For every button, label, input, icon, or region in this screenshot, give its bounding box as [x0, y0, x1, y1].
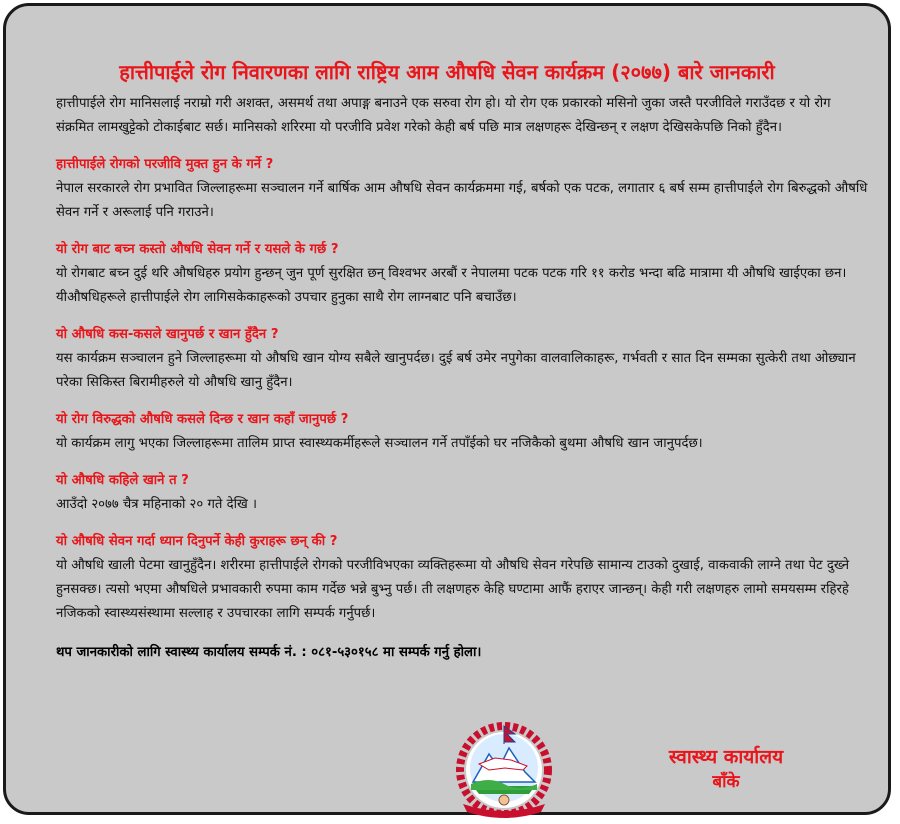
section-heading: यो रोग बाट बच्न कस्तो औषधि सेवन गर्ने र यसले के गर्छ ?: [56, 242, 339, 257]
section-body: यो कार्यक्रम लागु भएका जिल्लाहरूमा तालिम प्राप्त स्वास्थ्यकर्मीहरूले सञ्चालन गर्ने तपाँईको घर नजिकैको बुथमा औषधि खान जानुपर्दछ।: [56, 436, 703, 451]
notice-content: [56, 92, 871, 677]
section-body: आउँदो २०७७ चैत्र महिनाको २० गते देखि ।: [56, 497, 257, 512]
section-heading: यो रोग विरुद्धको औषधि कसले दिन्छ र खान कहाँ जानुपर्छ ?: [56, 412, 349, 427]
notice-panel: [3, 3, 891, 815]
section-body: यो रोगबाट बच्न दुई थरि औषधिहरु प्रयोग हुन्छन् जुन पूर्ण सुरक्षित छन् विश्वभर अरबौं र नेपालमा पटक पटक गरि ११ करोड भन्दा बढि मात्रामा यी औषधि खाईएका छन। यीऔषधिहरूले हात्तीपाईले रोग लागिसकेकाहरूको उपचार हुनुका साथै रोग लाग्नबाट पनि बचाउँछ।: [56, 266, 847, 305]
section-where-to-take: [56, 409, 871, 456]
section-heading: हात्तीपाईले रोगको परजीवि मुक्त हुन के गर्ने ?: [56, 157, 274, 172]
section-who-should-take: [56, 324, 871, 395]
office-name: स्वास्थ्य कार्यालय: [668, 746, 784, 768]
section-heading: यो औषधि कस-कसले खानुपर्छ र खान हुँदैन ?: [56, 327, 279, 342]
section-which-medicine: [56, 239, 871, 310]
office-signature-block: [626, 744, 826, 794]
notice-title: हात्तीपाईले रोग निवारणका लागि राष्ट्रिय आम औषधि सेवन कार्यक्रम (२०७७) बारे जानकारी: [119, 60, 775, 84]
section-heading: यो औषधि सेवन गर्दा ध्यान दिनुपर्ने केही कुराहरू छन् की ?: [56, 534, 338, 549]
contact-note: थप जानकारीको लागि स्वास्थ्य कार्यालय सम्पर्क नं. : ०८१-५३०१५८ मा सम्पर्क गर्नु होला।: [56, 645, 482, 660]
section-when-to-take: [56, 470, 871, 517]
section-parasite-free: [56, 154, 871, 225]
section-body: नेपाल सरकारले रोग प्रभावित जिल्लाहरूमा सञ्चालन गर्ने बार्षिक आम औषधि सेवन कार्यक्रममा गई, बर्षको एक पटक, लगातार ६ बर्ष सम्म हात्तीपाईले रोग बिरुद्धको औषधि सेवन गर्ने र अरूलाई पनि गराउने।: [56, 181, 868, 220]
section-body: यो औषधि खाली पेटमा खानुहुँदैन। शरीरमा हात्तीपाईले रोगको परजीविभएका व्यक्तिहरूमा यो औषधि सेवन गरेपछि सामान्य टाउको दुखाई, वाकवाकी लाग्ने तथा पेट दुख्ने हुनसक्छ। त्यसो भएमा औषधिले प्रभावकारी रुपमा काम गर्देछ भन्ने बुभ्नु पर्छ। ती लक्षणहरु केहि घण्टामा आफैं हराएर जान्छन्। केही गरी लक्षणहरु लामो समयसम्म रहिरहे नजिकको स्वास्थ्यसंस्थामा सल्लाह र उपचारका लागि सम्पर्क गर्नुपर्छ।: [56, 558, 850, 621]
office-district: बाँके: [712, 772, 740, 792]
section-precautions: [56, 531, 871, 626]
section-body: यस कार्यक्रम सञ्चालन हुने जिल्लाहरूमा यो औषधि खान योग्य सबैले खानुपर्दछ। दुई बर्ष उमेर नपुगेका वालवालिकाहरू, गर्भवती र सात दिन सम्मका सुत्केरी तथा ओछ्यान परेका सिकिस्त बिरामीहरुले यो औषधि खानु हुँदैन।: [56, 351, 856, 390]
intro-paragraph: हात्तीपाईले रोग मानिसलाई नराम्रो गरी अशक्त, असमर्थ तथा अपाङ्ग बनाउने एक सरुवा रोग हो। यो रोग एक प्रकारको मसिनो जुका जस्तै परजीविले गराउँदछ र यो रोग संक्रमित लामखुट्टेको टोकाईबाट सर्छ। मानिसको शरिरमा यो परजीवि प्रवेश गरेको केही बर्ष पछि मात्र लक्षणहरू देखिन्छन् र लक्षण देखिसकेपछि निको हुँदैन।: [56, 96, 831, 135]
nepal-government-emblem-icon: [449, 720, 559, 820]
section-heading: यो औषधि कहिले खाने त ?: [56, 473, 189, 488]
